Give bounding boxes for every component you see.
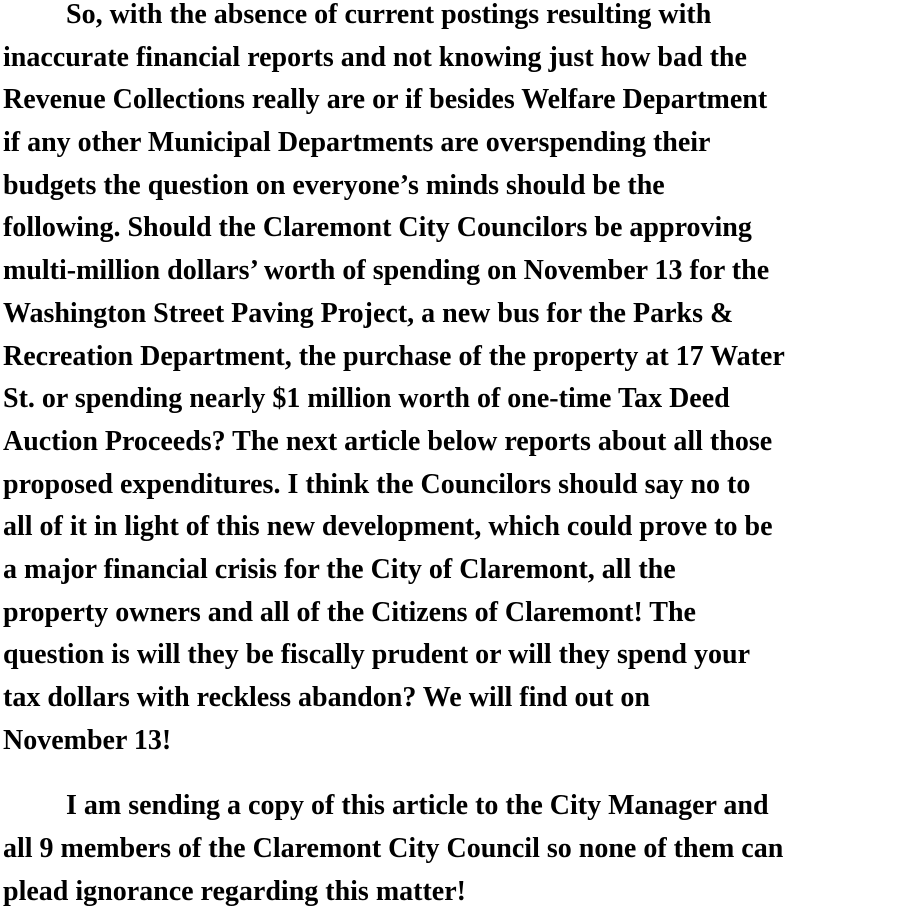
text-line: Auction Proceeds? The next article below reports about all those [3, 425, 773, 457]
text-line: St. or spending nearly $1 million worth of one-time Tax Deed [3, 383, 730, 415]
paragraph-2 [3, 785, 898, 913]
text-line: all of it in light of this new development, which could prove to be [3, 511, 773, 543]
text-line: proposed expenditures. I think the Councilors should say no to [3, 468, 751, 500]
text-line: if any other Municipal Departments are overspending their [3, 127, 711, 159]
text-line: a major financial crisis for the City of Claremont, all the [3, 553, 676, 585]
paragraph-1 [3, 0, 898, 762]
text-line: budgets the question on everyone’s minds should be the [3, 169, 665, 201]
text-line: plead ignorance regarding this matter! [3, 875, 466, 907]
text-line: November 13! [3, 724, 172, 756]
text-line: inaccurate financial reports and not knowing just how bad the [3, 41, 747, 73]
text-line: multi-million dollars’ worth of spending on November 13 for the [3, 255, 770, 287]
text-line: following. Should the Claremont City Councilors be approving [3, 212, 752, 244]
text-line: question is will they be fiscally prudent or will they spend your [3, 639, 751, 671]
text-line: all 9 members of the Claremont City Council so none of them can [3, 833, 784, 865]
text-line: Revenue Collections really are or if besides Welfare Department [3, 84, 768, 116]
text-line: Recreation Department, the purchase of the property at 17 Water [3, 340, 785, 372]
text-line: tax dollars with reckless abandon? We will find out on [3, 682, 650, 713]
text-line: property owners and all of the Citizens of Claremont! The [3, 596, 696, 628]
text-line: Washington Street Paving Project, a new bus for the Parks & [3, 297, 734, 329]
text-line: I am sending a copy of this article to the City Manager and [66, 790, 769, 822]
text-line: So, with the absence of current postings resulting with [66, 0, 712, 30]
